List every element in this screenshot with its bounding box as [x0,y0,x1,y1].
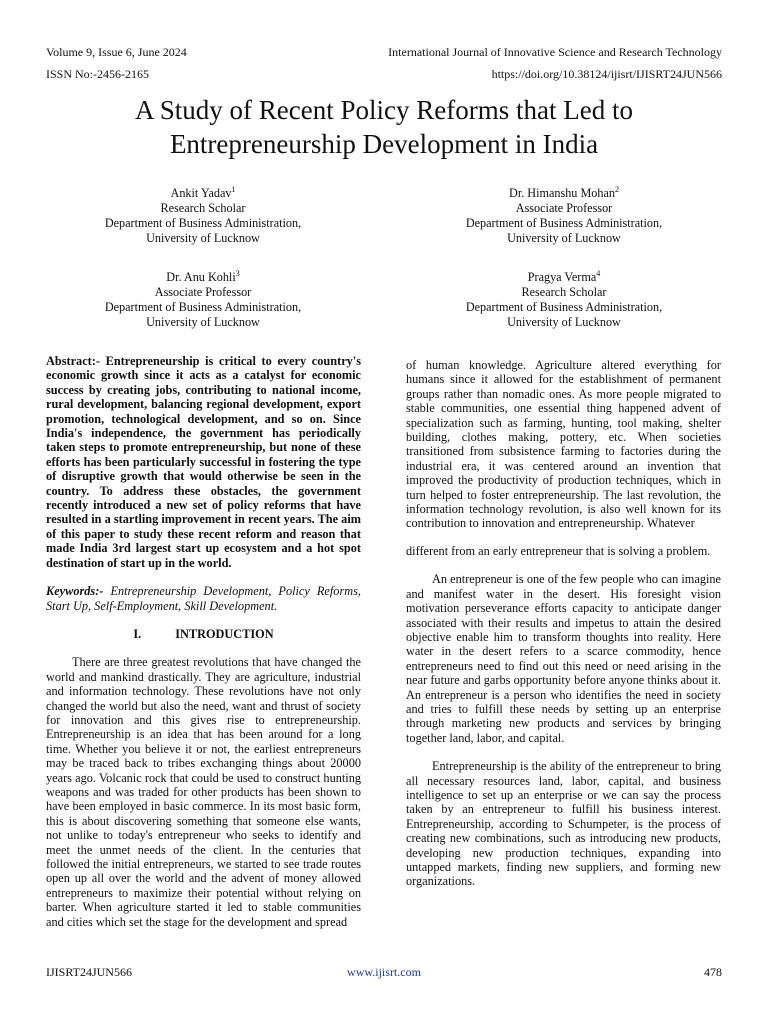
website-link-text[interactable]: www.ijisrt.com [347,965,421,979]
abstract-text: Entrepreneurship is critical to every country's economic growth since it acts as a catalyst for economic success by creating jobs, contributing to national income, rural development, balancing regional development, export promotion, technological development, and so on. Since India's independence, the government has periodically taken steps to promote entrepreneurship, but none of these efforts has been particularly successful in fostering the type of disruptive growth that would otherwise be seen in the country. To address these obstacles, the government recently introduced a new set of policy reforms that have resulted in a startling improvement in recent years. The aim of this paper to study these recent reform and reason that made India 3rd largest start up ecosystem and a hot spot destination of start up in the world. [46,354,361,570]
author-role: Associate Professor [154,285,252,299]
doi-link[interactable]: https://doi.org/10.38124/ijisrt/IJISRT24JUN566 [491,67,722,81]
author-block-4 [414,270,714,330]
author-name [414,186,714,201]
keywords [46,584,361,613]
paragraph-entrepreneurship: Entrepreneurship is the ability of the entrepreneur to bring all necessary resources land, labor, capital, and business intelligence to set up an enterprise or we can say the process taken by an entrepreneur to fulfill his business interest. Entrepreneurship, according to Schumpeter, is the process of creating new combinations, such as introducing new products, developing new production techniques, expanding into untapped markets, finding new suppliers, and forming new organizations. [406,759,721,889]
journal-name: International Journal of Innovative Science and Research Technology [388,45,722,59]
section-heading-introduction [46,627,361,641]
author-name-text: Dr. Anu Kohli [166,270,236,284]
author-university: University of Lucknow [507,231,621,245]
paragraph-fragment: different from an early entrepreneur that is solving a problem. [406,543,711,558]
section-title: INTRODUCTION [175,626,274,641]
right-column [406,358,721,889]
abstract-label: Abstract:- [46,354,100,368]
author-name-text: Pragya Verma [527,270,597,284]
keywords-label: Keywords:- [46,584,104,599]
author-superscript: 4 [596,268,601,278]
paragraph-continuation: of human knowledge. Agriculture altered everything for humans since it allowed for the establishment of permanent groups rather than nomadic ones. As more people migrated to stable communities, one essential thing happened advent of specialization such as farming, hunting, tool making, shelter building, clothes making, pottery, etc. When societies transitioned from subsistence farming to factories during the industrial era, it was centered around an invention that improved the productivity of production techniques, which in turn helped to foster entrepreneurship. The last revolution, the information technology revolution, is also well known for its contribution to innovation and entrepreneurship. Whatever [406,358,721,531]
footer-paper-id: IJISRT24JUN566 [46,965,132,979]
author-name [53,270,353,285]
author-block-1 [53,186,353,246]
author-name-text: Ankit Yadav [170,186,232,200]
author-department: Department of Business Administration, [465,216,663,230]
author-name-text: Dr. Himanshu Mohan [509,186,615,200]
left-column [46,354,361,929]
intro-paragraph: There are three greatest revolutions that have changed the world and mankind drastically. They are agriculture, industrial and information technology. These revolutions have not only changed the world but also the need, want and thrust of society for innovation and this gives rise to entrepreneurship. Entrepreneurship is an idea that has been around for a long time. Whether you believe it or not, the earliest entrepreneurs may be traced back to tribes exchanging things about 20000 years ago. Volcanic rock that could be used to construct hunting weapons and was traded for other products has been shown to have been employed in basic commerce. In its most basic form, this is about discovering something that someone else wants, not unlike to today's entrepreneur who seeks to identify and meet the unmet needs of the client. In the centuries that followed the initial entrepreneurs, we started to see trade routes open up all over the world and the advent of money allowed entrepreneurs to maximize their potential without relying on barter. When agriculture started it led to stable communities and cities which set the stage for the development and spread [46,655,361,929]
author-superscript: 3 [235,268,240,278]
author-name [53,186,353,201]
volume-issue: Volume 9, Issue 6, June 2024 [46,45,187,59]
paragraph-entrepreneur: An entrepreneur is one of the few people who can imagine and manifest water in the desert. His foresight vision motivation perseverance efforts capacity to anticipate danger associated with their results and impetus to attain the desired objective enable him to transform thoughts into reality. Here water in the desert refers to a scarce commodity, hence entrepreneurs need to find out this need or need arising in the near future and garbs opportunity before anyone thinks about it. An entrepreneur is a person who identifies the need in society and tries to fulfill these needs by setting up an enterprise through marketing new products and services by bringing together land, labor, and capital. [406,572,721,745]
issn: ISSN No:-2456-2165 [46,67,150,81]
author-university: University of Lucknow [146,231,260,245]
abstract [46,354,361,570]
author-university: University of Lucknow [146,315,260,329]
author-department: Department of Business Administration, [104,216,302,230]
author-role: Research Scholar [160,201,246,215]
page-number: 478 [704,965,722,979]
author-block-2 [414,186,714,246]
author-university: University of Lucknow [507,315,621,329]
section-number: I. [133,626,142,641]
author-department: Department of Business Administration, [465,300,663,314]
author-department: Department of Business Administration, [104,300,302,314]
author-block-3 [53,270,353,330]
author-superscript: 2 [614,184,619,194]
footer-website-link[interactable] [0,965,768,979]
title-line-2: Entrepreneurship Development in India [169,129,599,159]
author-superscript: 1 [231,184,236,194]
paper-title [40,93,728,161]
author-role: Research Scholar [521,285,607,299]
title-line-1: A Study of Recent Policy Reforms that Led to [135,95,633,125]
author-role: Associate Professor [515,201,613,215]
keywords-text: Entrepreneurship Development, Policy Reforms, Start Up, Self-Employment, Skill Development. [46,584,361,613]
author-name [414,270,714,285]
